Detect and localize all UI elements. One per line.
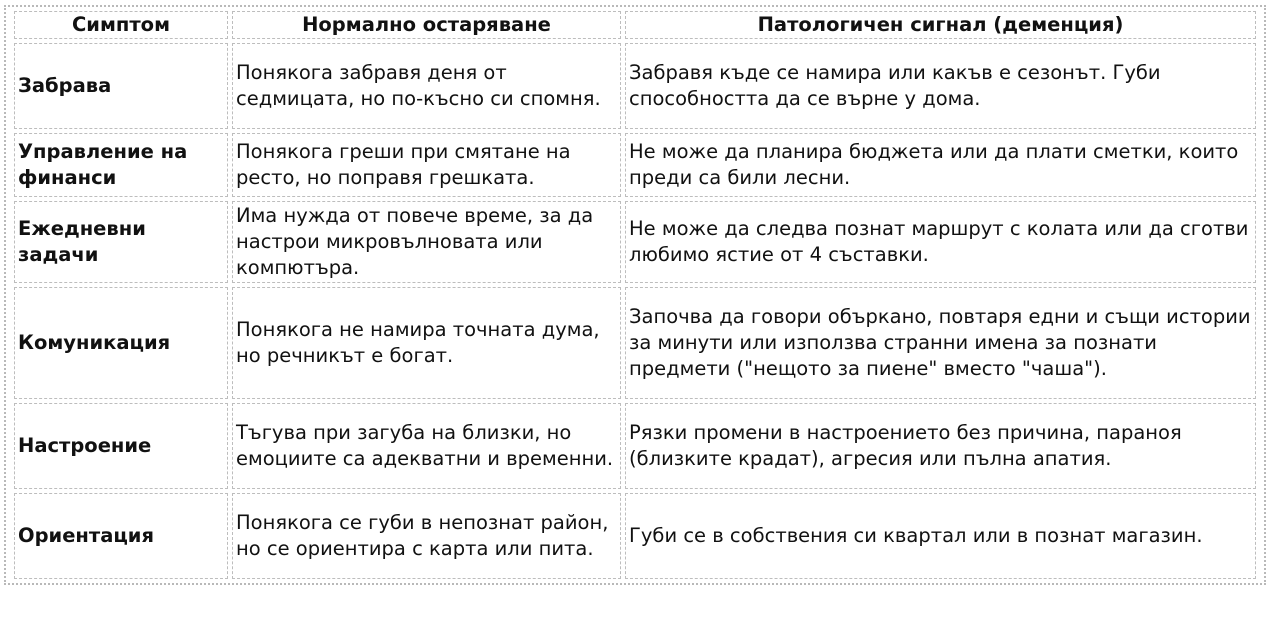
normal-aging-cell: Понякога греши при смятане на ресто, но поправя грешката. bbox=[232, 133, 621, 197]
table-row bbox=[14, 201, 1256, 283]
symptom-cell: Управление на финанси bbox=[14, 133, 228, 197]
comparison-table-container bbox=[4, 5, 1266, 585]
pathological-signal-cell: Започва да говори объркано, повтаря едни и същи истории за минути или използва странни имена за познати предмети ("нещото за пиене" вместо "чаша"). bbox=[625, 287, 1256, 399]
pathological-signal-cell: Губи се в собствения си квартал или в познат магазин. bbox=[625, 493, 1256, 579]
table-header-row bbox=[14, 11, 1256, 39]
table-row bbox=[14, 403, 1256, 489]
table-row bbox=[14, 43, 1256, 129]
symptom-cell: Ориентация bbox=[14, 493, 228, 579]
pathological-signal-cell: Не може да следва познат маршрут с колата или да сготви любимо ястие от 4 съставки. bbox=[625, 201, 1256, 283]
normal-aging-cell: Понякога се губи в непознат район, но се ориентира с карта или пита. bbox=[232, 493, 621, 579]
symptom-cell: Комуникация bbox=[14, 287, 228, 399]
header-symptom: Симптом bbox=[14, 11, 228, 39]
normal-aging-cell: Има нужда от повече време, за да настрои микровълновата или компютъра. bbox=[232, 201, 621, 283]
table-row bbox=[14, 133, 1256, 197]
pathological-signal-cell: Рязки промени в настроението без причина, параноя (близките крадат), агресия или пълна апатия. bbox=[625, 403, 1256, 489]
header-pathological-signal: Патологичен сигнал (деменция) bbox=[625, 11, 1256, 39]
pathological-signal-cell: Забравя къде се намира или какъв е сезонът. Губи способността да се върне у дома. bbox=[625, 43, 1256, 129]
normal-aging-cell: Тъгува при загуба на близки, но емоциите са адекватни и временни. bbox=[232, 403, 621, 489]
table-row bbox=[14, 287, 1256, 399]
normal-aging-cell: Понякога забравя деня от седмицата, но по-късно си спомня. bbox=[232, 43, 621, 129]
pathological-signal-cell: Не може да планира бюджета или да плати сметки, които преди са били лесни. bbox=[625, 133, 1256, 197]
header-normal-aging: Нормално остаряване bbox=[232, 11, 621, 39]
symptom-cell: Ежедневни задачи bbox=[14, 201, 228, 283]
symptom-cell: Забрава bbox=[14, 43, 228, 129]
symptom-cell: Настроение bbox=[14, 403, 228, 489]
normal-aging-cell: Понякога не намира точната дума, но речникът е богат. bbox=[232, 287, 621, 399]
comparison-table bbox=[10, 7, 1260, 583]
table-row bbox=[14, 493, 1256, 579]
